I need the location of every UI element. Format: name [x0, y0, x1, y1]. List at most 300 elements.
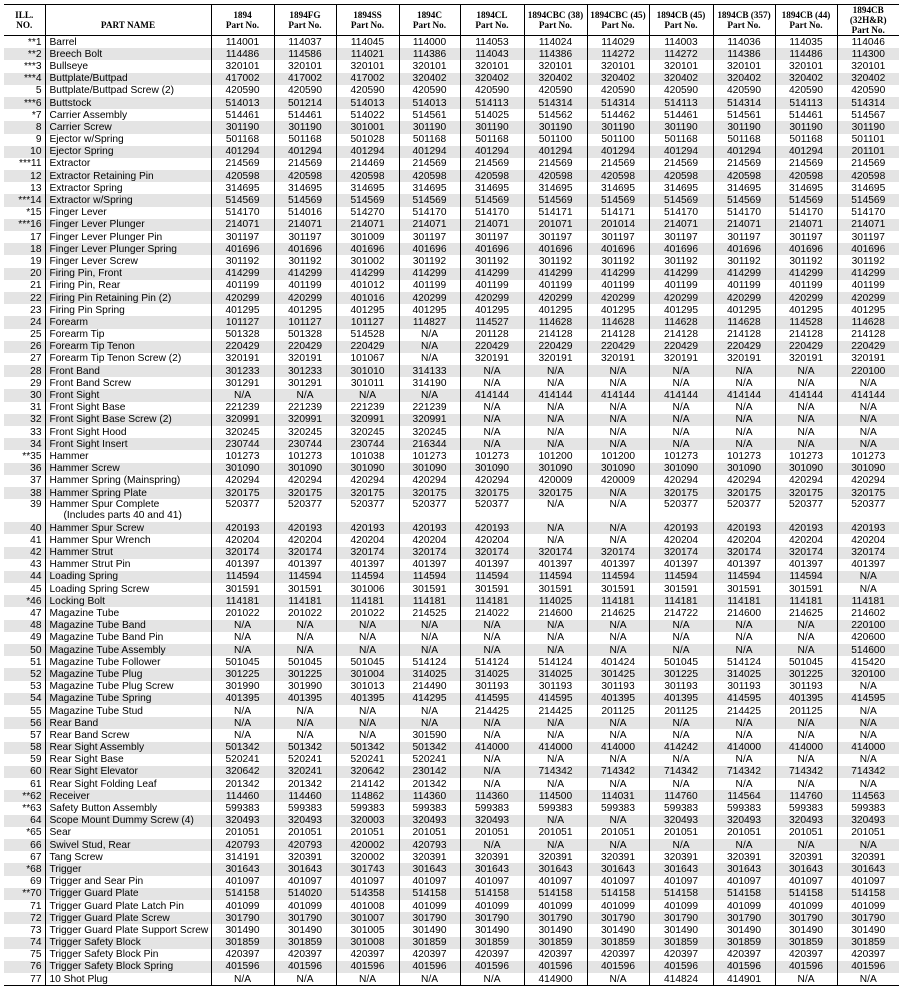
part-number-cell: N/A — [837, 571, 899, 583]
part-number-cell: 320101 — [837, 60, 899, 72]
table-row — [4, 85, 899, 97]
ill-no-cell: 60 — [4, 766, 45, 778]
part-number-cell: N/A — [837, 705, 899, 717]
ill-no-cell: 20 — [4, 268, 45, 280]
part-number-cell: 401295 — [837, 304, 899, 316]
part-name-cell — [45, 146, 211, 158]
part-number-cell: 501168 — [775, 134, 837, 146]
part-number-cell: 420793 — [274, 839, 336, 851]
part-number-cell: N/A — [775, 973, 837, 986]
part-number-cell: 214022 — [460, 607, 524, 619]
part-number-cell: 320101 — [649, 60, 713, 72]
part-number-cell: N/A — [524, 365, 587, 377]
part-number-cell: 301643 — [399, 863, 460, 875]
part-number-cell: 301190 — [399, 121, 460, 133]
ill-no-cell: 34 — [4, 438, 45, 450]
part-number-cell: N/A — [274, 644, 336, 656]
ill-no-cell: ***3 — [23, 60, 42, 72]
ill-no-cell: 33 — [30, 426, 42, 438]
part-number-cell: 420204 — [649, 534, 713, 546]
part-number-cell: 520377 — [336, 499, 399, 522]
part-number-cell: 401012 — [336, 280, 399, 292]
part-name-cell — [45, 912, 211, 924]
part-name-cell — [45, 802, 211, 814]
part-name-cell — [45, 73, 211, 85]
part-number-cell: 320991 — [211, 414, 274, 426]
part-number-cell: 301859 — [587, 937, 649, 949]
part-number-cell: 301859 — [837, 937, 899, 949]
part-number-cell: 501168 — [460, 134, 524, 146]
part-number-cell: 599383 — [460, 802, 524, 814]
part-name-cell — [45, 973, 211, 986]
part-number-cell: 401295 — [460, 304, 524, 316]
part-number-cell: 301490 — [713, 924, 775, 936]
part-number-cell: 320101 — [399, 60, 460, 72]
part-name: Trigger Safety Block — [49, 937, 141, 949]
part-number-cell: 201051 — [460, 827, 524, 839]
table-row — [4, 668, 899, 680]
part-number-cell: 414900 — [524, 973, 587, 986]
part-number-cell: N/A — [713, 402, 775, 414]
part-number-cell: 301643 — [713, 863, 775, 875]
part-number-cell: N/A — [460, 365, 524, 377]
part-name-cell — [45, 717, 211, 729]
part-number-cell: 514124 — [524, 656, 587, 668]
part-number-cell: 301004 — [336, 668, 399, 680]
part-name-cell — [45, 292, 211, 304]
part-number-cell: 320241 — [274, 766, 336, 778]
part-number-cell: 314695 — [274, 182, 336, 194]
model-header: 1894FG Part No. — [274, 5, 336, 36]
part-number-cell: N/A — [713, 414, 775, 426]
part-number-cell: 301090 — [775, 463, 837, 475]
table-row — [4, 729, 899, 741]
table-row — [4, 900, 899, 912]
part-number-cell: 114181 — [460, 595, 524, 607]
part-number-cell: 201051 — [211, 827, 274, 839]
part-number-cell: 401295 — [713, 304, 775, 316]
part-number-cell: N/A — [649, 414, 713, 426]
part-name: Firing Pin Retaining Pin (2) — [49, 292, 172, 304]
part-name: Front Sight — [49, 390, 100, 402]
part-number-cell: 520377 — [713, 499, 775, 522]
ill-no-cell: 13 — [30, 182, 42, 194]
part-name: 10 Shot Plug — [49, 973, 108, 985]
part-number-cell: 301225 — [211, 668, 274, 680]
part-number-cell: 320642 — [336, 766, 399, 778]
part-name-cell — [45, 851, 211, 863]
part-number-cell: 401397 — [524, 559, 587, 571]
part-number-cell: 501342 — [336, 742, 399, 754]
part-number-cell: 301192 — [211, 255, 274, 267]
part-number-cell: 314191 — [211, 851, 274, 863]
part-number-cell: 301192 — [713, 255, 775, 267]
part-number-cell: 420299 — [211, 292, 274, 304]
part-number-cell: N/A — [649, 426, 713, 438]
part-name-cell — [45, 961, 211, 973]
part-number-cell: N/A — [837, 426, 899, 438]
part-number-cell: 301013 — [336, 681, 399, 693]
part-number-cell: 514461 — [211, 109, 274, 121]
part-number-cell: N/A — [524, 729, 587, 741]
part-number-cell: 114003 — [649, 36, 713, 49]
part-number-cell: 301090 — [336, 463, 399, 475]
part-name: Front Sight Base Screw (2) — [49, 414, 172, 426]
part-name: Trigger Guard Plate Screw — [49, 912, 170, 924]
part-number-cell: 514113 — [460, 97, 524, 109]
part-number-cell: 420299 — [837, 292, 899, 304]
part-number-cell: 514013 — [399, 97, 460, 109]
table-row — [4, 487, 899, 499]
part-name: Finger Lever Plunger — [49, 219, 145, 231]
part-number-cell: N/A — [399, 973, 460, 986]
part-number-cell: 214569 — [587, 158, 649, 170]
part-number-cell: N/A — [399, 620, 460, 632]
part-number-cell: 514569 — [336, 194, 399, 206]
part-number-cell: 301859 — [713, 937, 775, 949]
part-name: Hammer Spur Screw — [49, 522, 145, 534]
part-number-cell: 114563 — [837, 790, 899, 802]
part-name: Trigger Safety Block Spring — [49, 961, 174, 973]
part-number-cell: N/A — [837, 438, 899, 450]
part-number-cell: 401397 — [837, 559, 899, 571]
part-number-cell: 320402 — [587, 73, 649, 85]
part-number-cell: 114594 — [460, 571, 524, 583]
part-number-cell: 514158 — [211, 888, 274, 900]
part-name-cell — [45, 85, 211, 97]
ill-no-cell: 47 — [30, 608, 42, 620]
part-name-cell — [45, 583, 211, 595]
part-number-cell: 301010 — [336, 365, 399, 377]
part-number-cell: 301193 — [460, 681, 524, 693]
part-number-cell: 320191 — [274, 353, 336, 365]
part-number-cell: 301197 — [775, 231, 837, 243]
part-number-cell: N/A — [460, 766, 524, 778]
part-number-cell: 114037 — [274, 36, 336, 49]
part-number-cell: N/A — [524, 839, 587, 851]
part-number-cell: 320191 — [587, 353, 649, 365]
part-number-cell: 201071 — [524, 219, 587, 231]
part-number-cell: 320493 — [399, 815, 460, 827]
part-number-cell: 301425 — [587, 668, 649, 680]
ill-no-cell: 76 — [4, 961, 45, 973]
part-number-cell: 401199 — [274, 280, 336, 292]
part-number-cell: 420590 — [587, 85, 649, 97]
part-number-cell: 301193 — [649, 681, 713, 693]
part-number-cell: 401596 — [336, 961, 399, 973]
table-row — [4, 353, 899, 365]
part-number-cell: 514013 — [211, 97, 274, 109]
part-number-cell: 514569 — [211, 194, 274, 206]
part-number-cell: 514124 — [399, 656, 460, 668]
part-name-cell — [45, 48, 211, 60]
ill-no-cell: 32 — [4, 414, 45, 426]
part-name-cell — [45, 158, 211, 170]
part-number-cell: 301591 — [460, 583, 524, 595]
part-number-cell: 514013 — [336, 97, 399, 109]
part-number-cell: 114460 — [274, 790, 336, 802]
part-number-cell: 401099 — [274, 900, 336, 912]
ill-no-cell: 57 — [30, 729, 42, 741]
part-name: Trigger Guard Plate Support Screw — [49, 924, 209, 936]
part-number-cell: 501328 — [211, 329, 274, 341]
part-number-cell: N/A — [524, 754, 587, 766]
table-row — [4, 766, 899, 778]
part-name: Loading Spring Screw — [49, 583, 150, 595]
part-number-cell: 301225 — [775, 668, 837, 680]
part-number-cell: 420397 — [713, 949, 775, 961]
part-number-cell: 301790 — [837, 912, 899, 924]
part-number-cell: 214071 — [399, 219, 460, 231]
part-number-cell: 420299 — [713, 292, 775, 304]
part-number-cell: 101127 — [274, 316, 336, 328]
part-number-cell: 214425 — [524, 705, 587, 717]
part-name: Hammer Spur Complete — [49, 499, 160, 511]
part-number-cell: 514358 — [336, 888, 399, 900]
ill-no-cell: 22 — [4, 292, 45, 304]
table-row — [4, 36, 899, 49]
part-number-cell: 101273 — [775, 450, 837, 462]
part-number-cell: 301192 — [837, 255, 899, 267]
part-number-cell: N/A — [587, 522, 649, 534]
part-number-cell: N/A — [274, 620, 336, 632]
part-number-cell: N/A — [524, 620, 587, 632]
part-number-cell: 114360 — [460, 790, 524, 802]
ill-no-cell: 28 — [4, 365, 45, 377]
part-number-cell: 514462 — [587, 109, 649, 121]
part-name: Hammer Strut Pin — [49, 559, 131, 571]
part-number-cell: N/A — [460, 839, 524, 851]
part-number-cell: 320493 — [211, 815, 274, 827]
part-name-cell — [45, 36, 211, 49]
part-number-cell: 320174 — [713, 547, 775, 559]
part-name-cell — [45, 754, 211, 766]
part-number-cell: 401395 — [274, 693, 336, 705]
table-row — [4, 632, 899, 644]
part-number-cell: 401199 — [837, 280, 899, 292]
part-number-cell: 401099 — [211, 900, 274, 912]
part-number-cell: 114181 — [713, 595, 775, 607]
part-number-cell: 514270 — [336, 207, 399, 219]
part-number-cell: 401097 — [274, 876, 336, 888]
part-number-cell: 220429 — [211, 341, 274, 353]
part-number-cell: 401395 — [211, 693, 274, 705]
part-number-cell: N/A — [837, 377, 899, 389]
part-number-cell: 520377 — [399, 499, 460, 522]
part-number-cell: 420598 — [524, 170, 587, 182]
part-number-cell: N/A — [649, 377, 713, 389]
part-number-cell: N/A — [713, 754, 775, 766]
part-number-cell: N/A — [336, 973, 399, 986]
part-number-cell: 301490 — [460, 924, 524, 936]
part-number-cell: 301990 — [211, 681, 274, 693]
part-number-cell: 114043 — [460, 48, 524, 60]
part-number-cell: 401294 — [460, 146, 524, 158]
part-number-cell: 420590 — [649, 85, 713, 97]
part-name: Magazine Tube Plug Screw — [49, 681, 174, 693]
part-name-cell — [45, 607, 211, 619]
part-number-cell: 301233 — [274, 365, 336, 377]
part-number-cell: 501045 — [336, 656, 399, 668]
part-number-cell: N/A — [336, 644, 399, 656]
part-number-cell: 320391 — [837, 851, 899, 863]
part-number-cell: N/A — [399, 389, 460, 401]
part-name-cell — [45, 182, 211, 194]
part-number-cell: 420590 — [211, 85, 274, 97]
part-number-cell: 401596 — [713, 961, 775, 973]
ill-no-cell: ***16 — [4, 219, 45, 231]
part-number-cell: 114029 — [587, 36, 649, 49]
part-name-note: (Includes parts 40 and 41) — [63, 510, 182, 522]
part-number-cell: N/A — [524, 426, 587, 438]
part-number-cell: N/A — [713, 632, 775, 644]
part-number-cell: 401199 — [460, 280, 524, 292]
part-number-cell: 301190 — [649, 121, 713, 133]
part-number-cell: 420590 — [837, 85, 899, 97]
part-number-cell: 501342 — [211, 742, 274, 754]
part-number-cell: 420590 — [399, 85, 460, 97]
part-number-cell: 214625 — [587, 607, 649, 619]
part-number-cell: N/A — [587, 620, 649, 632]
part-number-cell: 420294 — [399, 475, 460, 487]
part-number-cell: N/A — [775, 717, 837, 729]
part-number-cell: N/A — [837, 402, 899, 414]
part-number-cell: N/A — [587, 426, 649, 438]
part-number-cell: 599383 — [587, 802, 649, 814]
part-number-cell: 420193 — [336, 522, 399, 534]
part-number-cell: 401099 — [399, 900, 460, 912]
part-number-cell: 301192 — [399, 255, 460, 267]
part-number-cell: 420294 — [775, 475, 837, 487]
part-number-cell: 520377 — [274, 499, 336, 522]
part-number-cell: N/A — [775, 377, 837, 389]
ill-no-cell: 69 — [30, 876, 42, 888]
part-number-cell: N/A — [460, 620, 524, 632]
part-number-cell: 214425 — [713, 705, 775, 717]
part-number-cell: 301193 — [587, 681, 649, 693]
ill-no-cell: 50 — [4, 644, 45, 656]
part-name-cell — [45, 876, 211, 888]
part-name-cell — [45, 280, 211, 292]
table-row — [4, 121, 899, 133]
part-number-cell: 301859 — [211, 937, 274, 949]
part-number-cell: 114272 — [587, 48, 649, 60]
part-number-cell: N/A — [211, 620, 274, 632]
part-name-cell — [45, 668, 211, 680]
part-number-cell: 320174 — [524, 547, 587, 559]
part-name: Firing Pin, Front — [49, 268, 122, 280]
part-name-cell — [45, 475, 211, 487]
part-number-cell: N/A — [460, 754, 524, 766]
part-number-cell: 514461 — [775, 109, 837, 121]
part-number-cell: 599383 — [775, 802, 837, 814]
part-number-cell: 401295 — [336, 304, 399, 316]
table-row — [4, 559, 899, 571]
part-number-cell: 114594 — [336, 571, 399, 583]
parts-table — [4, 4, 899, 986]
table-row — [4, 595, 899, 607]
part-number-cell: N/A — [775, 426, 837, 438]
part-name-cell — [45, 134, 211, 146]
part-number-cell: 114181 — [837, 595, 899, 607]
part-name-cell — [45, 414, 211, 426]
part-number-cell: 114181 — [274, 595, 336, 607]
part-number-cell: 101127 — [336, 316, 399, 328]
part-number-cell: 320101 — [211, 60, 274, 72]
table-row — [4, 790, 899, 802]
part-number-cell: N/A — [713, 377, 775, 389]
part-number-cell: 301790 — [587, 912, 649, 924]
table-row — [4, 681, 899, 693]
part-number-cell: 114564 — [713, 790, 775, 802]
part-number-cell: 501342 — [399, 742, 460, 754]
part-number-cell: 401295 — [775, 304, 837, 316]
part-number-cell: 514158 — [399, 888, 460, 900]
table-row — [4, 949, 899, 961]
part-number-cell: 301643 — [524, 863, 587, 875]
part-number-cell: 514461 — [274, 109, 336, 121]
part-number-cell: 401596 — [587, 961, 649, 973]
part-number-cell: N/A — [524, 815, 587, 827]
part-number-cell: 420299 — [587, 292, 649, 304]
ill-no-cell: **63 — [22, 803, 42, 815]
part-number-cell: 220429 — [524, 341, 587, 353]
part-number-cell: 714342 — [713, 766, 775, 778]
part-number-cell: 420193 — [399, 522, 460, 534]
part-number-cell: 320391 — [587, 851, 649, 863]
part-number-cell: 301192 — [460, 255, 524, 267]
part-number-cell: 420294 — [274, 475, 336, 487]
header-row — [4, 5, 899, 36]
part-number-cell: 320402 — [837, 73, 899, 85]
part-number-cell: 501168 — [211, 134, 274, 146]
table-row — [4, 583, 899, 595]
ill-no-cell: ***11 — [19, 158, 42, 170]
part-number-cell: N/A — [587, 534, 649, 546]
ill-no-cell: 43 — [30, 559, 42, 571]
part-number-cell: 114460 — [211, 790, 274, 802]
part-number-cell: 514567 — [837, 109, 899, 121]
part-number-cell: 301090 — [460, 463, 524, 475]
part-number-cell: 320391 — [524, 851, 587, 863]
part-number-cell: 514561 — [399, 109, 460, 121]
part-number-cell: 599383 — [524, 802, 587, 814]
part-number-cell: 220429 — [775, 341, 837, 353]
part-number-cell: 420204 — [775, 534, 837, 546]
part-number-cell: 520241 — [274, 754, 336, 766]
part-number-cell: 401596 — [649, 961, 713, 973]
part-number-cell: 320175 — [274, 487, 336, 499]
part-number-cell: 520241 — [336, 754, 399, 766]
part-number-cell: 414595 — [837, 693, 899, 705]
part-number-cell: 320493 — [274, 815, 336, 827]
part-number-cell: N/A — [775, 414, 837, 426]
part-number-cell: 214569 — [399, 158, 460, 170]
part-number-cell: 420793 — [399, 839, 460, 851]
ill-no-cell: 8 — [4, 121, 45, 133]
part-name: Carrier Assembly — [49, 109, 128, 121]
part-name: Carrier Screw — [49, 121, 112, 133]
part-name: Receiver — [49, 790, 90, 802]
part-number-cell: N/A — [713, 365, 775, 377]
part-number-cell: 301090 — [524, 463, 587, 475]
part-number-cell: 501028 — [336, 134, 399, 146]
part-number-cell: 414144 — [649, 389, 713, 401]
part-number-cell: N/A — [274, 389, 336, 401]
model-header: 1894CB (357) Part No. — [713, 5, 775, 36]
ill-no-cell: 42 — [4, 547, 45, 559]
part-number-cell: 420193 — [649, 522, 713, 534]
